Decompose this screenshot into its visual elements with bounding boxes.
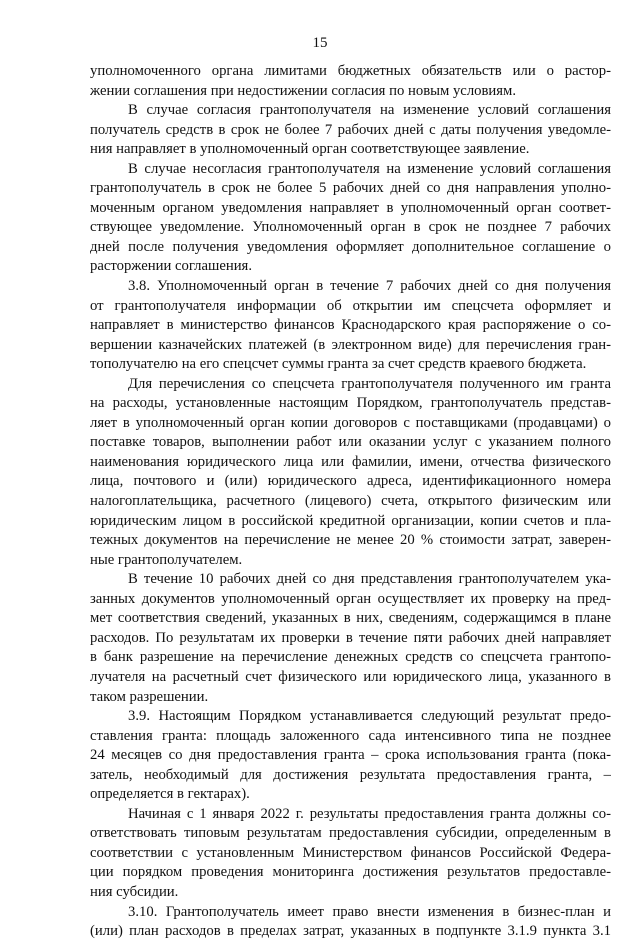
- text-line: получатель средств в срок не более 7 рабочих дней с даты получения уведомле-: [90, 121, 611, 138]
- text-line: направляет в министерство финансов Краснодарского края распоряжение о со-: [90, 317, 611, 334]
- text-line: ния субсидии.: [90, 883, 179, 900]
- text-line: в банк разрешение на перечисление денежных средств со спецсчета грантопо-: [90, 649, 611, 666]
- text-line: вершении казначейских платежей (в электронном виде) для перечисления гран-: [90, 336, 611, 353]
- text-line: ответствовать типовым результатам предоставления субсидии, определенным в: [90, 825, 611, 842]
- text-line: расторжении соглашения.: [90, 258, 252, 275]
- document-body: [90, 62, 611, 942]
- text-line: моченным органом уведомления направляет в уполномоченный орган соответ-: [90, 199, 611, 216]
- text-line: наименования юридического лица или фамилии, имени, отчества физического: [90, 453, 611, 470]
- text-line: тежных документов на перечисление не менее 20 % стоимости затрат, заверен-: [90, 532, 611, 549]
- page-number: 15: [312, 35, 328, 51]
- text-line: юридическим лицом в российской кредитной организации, копии счетов и пла-: [90, 512, 611, 529]
- text-line: В случае несогласия грантополучателя на изменение условий соглашения: [128, 160, 611, 177]
- text-line: ные грантополучателем.: [90, 551, 243, 568]
- text-line: лучателя на расчетный счет физического или юридического лица, указанного в: [90, 668, 611, 685]
- text-line: В случае согласия грантополучателя на изменение условий соглашения: [128, 102, 611, 119]
- text-line: ции порядком проведения мониторинга достижения результатов предоставле-: [90, 864, 611, 881]
- text-line: грантополучатель в срок не более 5 рабочих дней со дня направления уполно-: [90, 180, 611, 197]
- text-line: ляет в уполномоченный орган копии договоров с поставщиками (продавцами) о: [90, 414, 611, 431]
- text-line: дней после получения уведомления оформляет дополнительное соглашение о: [90, 238, 611, 255]
- text-line: уполномоченного органа лимитами бюджетных обязательств или о растор-: [90, 63, 611, 79]
- text-line: 24 месяцев со дня предоставления гранта – срока использования гранта (пока-: [90, 747, 611, 764]
- text-line: от грантополучателя информации об открытии им спецсчета оформляет и: [90, 297, 611, 314]
- text-line: Начиная с 1 января 2022 г. результаты предоставления гранта должны со-: [128, 805, 611, 822]
- text-line: определяется в гектарах).: [90, 786, 250, 803]
- text-line: поставке товаров, выполнении работ или оказании услуг с указанием полного: [90, 434, 611, 451]
- text-line: лица, почтового и (или) юридического адреса, идентификационного номера: [90, 473, 611, 490]
- text-line: затель, необходимый для достижения результата предоставления гранта, –: [90, 766, 611, 783]
- text-line: 3.8. Уполномоченный орган в течение 7 рабочих дней со дня получения: [128, 278, 611, 295]
- text-line: ния направляет в уполномоченный орган соответствующее заявление.: [90, 141, 530, 158]
- text-line: ставления гранта: площадь заложенного сада интенсивного типа не позднее: [90, 727, 611, 744]
- text-line: 3.9. Настоящим Порядком устанавливается следующий результат предо-: [128, 708, 611, 725]
- text-line: 3.10. Грантополучатель имеет право внести изменения в бизнес-план и: [128, 903, 611, 920]
- text-line: занных документов уполномоченный орган осуществляет их проверку на пред-: [90, 590, 611, 607]
- text-line: Для перечисления со спецсчета грантополучателя полученного им гранта: [128, 375, 611, 392]
- text-line: на расходы, установленные настоящим Порядком, грантополучатель представ-: [90, 395, 611, 412]
- text-line: В течение 10 рабочих дней со дня представления грантополучателем ука-: [128, 571, 611, 588]
- text-line: ствующее уведомление. Уполномоченный орган в срок не позднее 7 рабочих: [90, 219, 611, 236]
- text-line: мет соответствия сведений, указанных в них, сведениям, содержащимся в плане: [90, 610, 611, 627]
- text-line: (или) план расходов в пределах затрат, указанных в подпункте 3.1.9 пункта 3.1: [90, 923, 611, 940]
- text-line: таком разрешении.: [90, 688, 209, 705]
- text-line: соответствии с установленным Министерством финансов Российской Федера-: [90, 844, 611, 861]
- text-line: тополучателю на его спецсчет суммы гранта за счет средств краевого бюджета.: [90, 356, 587, 373]
- text-line: расходов. По результатам их проверки в течение пяти рабочих дней направляет: [90, 629, 611, 646]
- text-line: налогоплательщика, расчетного (лицевого) счета, открытого физическим или: [90, 493, 611, 510]
- text-line: жении соглашения при недостижении согласия по новым условиям.: [90, 82, 517, 99]
